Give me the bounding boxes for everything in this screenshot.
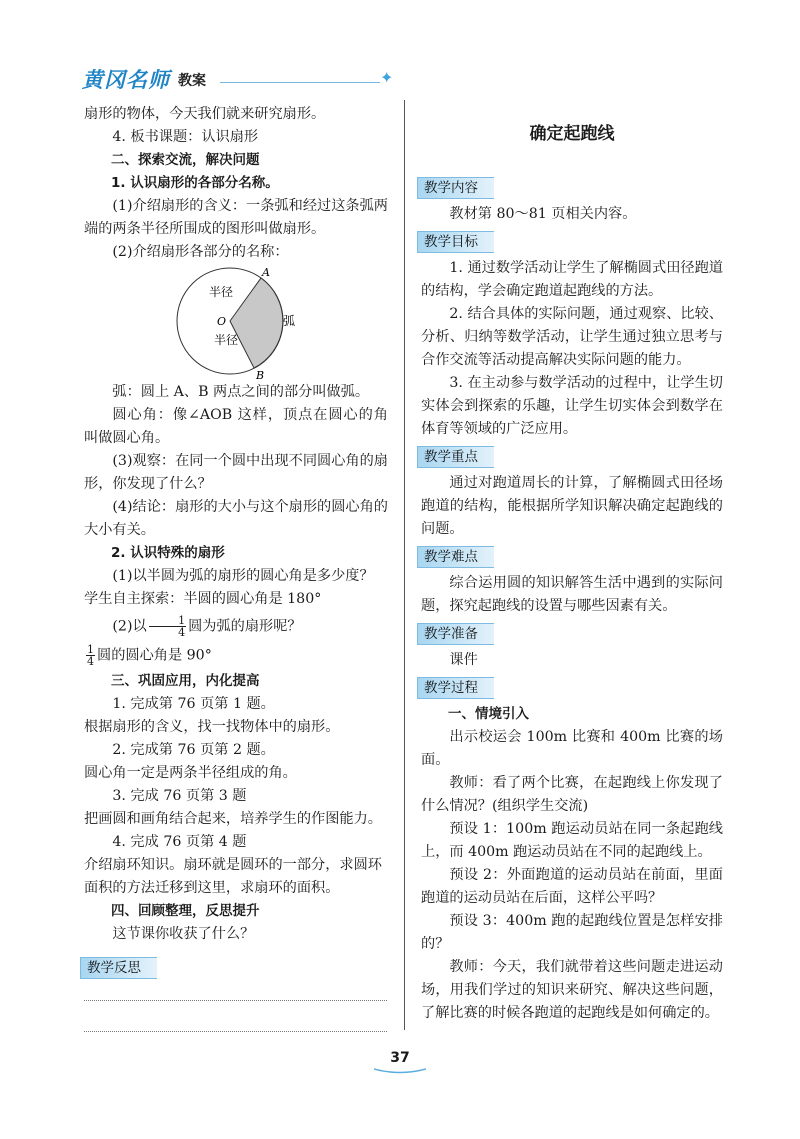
label-teaching-prep: 教学准备 xyxy=(417,623,494,645)
label-teaching-process: 教学过程 xyxy=(417,677,494,699)
paragraph: 2. 结合具体的实际问题，通过观察、比较、分析、归纳等数学活动，让学生通过独立思考与合作交流等活动提高解决实际问题的能力。 xyxy=(421,306,723,368)
subsection-heading: 2. 认识特殊的扇形 xyxy=(111,545,225,561)
page-header xyxy=(82,64,412,94)
section-heading: 一、情境引入 xyxy=(448,706,529,722)
fraction-one-quarter xyxy=(86,644,95,667)
paragraph: 扇形的物体，今天我们就来研究扇形。 xyxy=(84,106,326,122)
label-wrap xyxy=(421,541,723,572)
paragraph: 预设 1：100m 跑运动员站在同一条起跑线上，而 400m 跑运动员站在不同的起跑线上。 xyxy=(421,821,723,860)
sparkle-icon: ✦ xyxy=(380,68,394,87)
paragraph: 3. 在主动参与数学活动的过程中，让学生切实体会到探索的乐趣，让学生切实体会到数学在体育等领域的广泛应用。 xyxy=(421,375,723,437)
paragraph: (4)结论：扇形的大小与这个扇形的圆心角的大小有关。 xyxy=(84,499,388,538)
paragraph: 弧：圆上 A、B 两点之间的部分叫做弧。 xyxy=(112,384,370,400)
column-divider xyxy=(404,100,405,1030)
subsection-heading: 1. 认识扇形的各部分名称。 xyxy=(111,175,279,191)
label-center: O xyxy=(217,315,227,328)
label-teaching-focus: 教学重点 xyxy=(417,446,494,468)
paragraph: 通过对跑道周长的计算，了解椭圆式田径场跑道的结构，能根据所学知识解决确定起跑线的问题。 xyxy=(421,475,723,537)
label-arc: 弧 xyxy=(283,314,296,328)
paragraph: 把画圆和画角结合起来，培养学生的作图能力。 xyxy=(84,811,382,827)
paragraph: 4. 完成 76 页第 4 题 xyxy=(112,834,247,850)
paragraph: (2)介绍扇形各部分的名称： xyxy=(112,244,289,260)
label-teaching-reflection: 教学反思 xyxy=(80,957,157,979)
section-heading: 四、回顾整理，反思提升 xyxy=(111,903,260,919)
text-run: (2)以 xyxy=(112,618,147,635)
paragraph: 4. 板书课题：认识扇形 xyxy=(112,129,259,145)
paragraph: 圆心角：像∠AOB 这样，顶点在圆心的角叫做圆心角。 xyxy=(84,407,388,446)
label-wrap xyxy=(421,672,723,703)
paragraph: 学生自主探索：半圆的圆心角是 180° xyxy=(84,591,322,607)
paragraph: 介绍扇环知识。扇环就是圆环的一部分，求圆环面积的方法迁移到这里，求扇环的面积。 xyxy=(84,857,382,896)
fraction-one-quarter xyxy=(149,615,186,638)
lesson-title: 确定起跑线 xyxy=(529,124,615,144)
label-wrap xyxy=(421,441,723,472)
paragraph: 教材第 80～81 页相关内容。 xyxy=(449,206,637,222)
header-subtitle: 教案 xyxy=(178,73,206,89)
text-run: 圆的圆心角是 90° xyxy=(97,647,212,663)
paragraph-fraction xyxy=(84,615,388,639)
header-rule xyxy=(220,82,380,83)
paragraph-fraction xyxy=(84,644,388,668)
label-wrap xyxy=(421,172,723,203)
left-column xyxy=(84,103,388,983)
paragraph: 根据扇形的含义，找一找物体中的扇形。 xyxy=(84,719,340,735)
fraction-denominator: 4 xyxy=(87,654,94,668)
paragraph: 1. 通过数学活动让学生了解椭圆式田径跑道的结构，学会确定跑道起跑线的方法。 xyxy=(421,260,723,299)
paragraph: 这节课你收获了什么？ xyxy=(112,926,255,942)
fraction-numerator: 1 xyxy=(149,615,186,627)
label-wrap xyxy=(421,618,723,649)
label-point-b: B xyxy=(256,369,265,381)
label-teaching-goals: 教学目标 xyxy=(417,231,494,253)
paragraph: 1. 完成第 76 页第 1 题。 xyxy=(112,696,275,712)
writing-line xyxy=(84,1000,387,1001)
label-wrap xyxy=(421,226,723,257)
label-teaching-content: 教学内容 xyxy=(417,177,494,199)
paragraph: 出示校运会 100m 比赛和 400m 比赛的场面。 xyxy=(421,729,723,768)
paragraph: 2. 完成第 76 页第 2 题。 xyxy=(112,742,275,758)
brand-logo: 黄冈名师 xyxy=(82,68,170,92)
paragraph: 课件 xyxy=(449,652,478,668)
label-radius-top: 半径 xyxy=(209,285,234,299)
paragraph: (3)观察：在同一个圆中出现不同圆心角的扇形，你发现了什么？ xyxy=(84,453,388,492)
paragraph: 3. 完成 76 页第 3 题 xyxy=(112,788,247,804)
paragraph: 教师：今天，我们就带着这些问题走进运动场，用我们学过的知识来研究、解决这些问题，了解比赛的时候各跑道的起跑线是如何确定的。 xyxy=(421,959,723,1021)
section-heading: 三、巩固应用，内化提高 xyxy=(111,673,260,689)
paragraph: 圆心角一定是两条半径组成的角。 xyxy=(84,765,297,781)
label-teaching-difficulty: 教学难点 xyxy=(417,546,494,568)
page-number-decoration xyxy=(374,1068,426,1074)
fraction-denominator: 4 xyxy=(178,626,186,639)
sector-diagram xyxy=(84,265,388,381)
label-radius-bottom: 半径 xyxy=(214,333,239,347)
paragraph: (1)介绍扇形的含义：一条弧和经过这条弧两端的两条半径所围成的图形叫做扇形。 xyxy=(84,198,388,237)
paragraph: 教师：看了两个比赛，在起跑线上你发现了什么情况？(组织学生交流) xyxy=(421,775,723,814)
fraction-numerator: 1 xyxy=(87,642,94,656)
text-run: 圆为弧的扇形呢？ xyxy=(188,618,302,635)
paragraph: 预设 3：400m 跑的起跑线位置是怎样安排的？ xyxy=(421,913,723,952)
paragraph: 综合运用圆的知识解答生活中遇到的实际问题，探究起跑线的设置与哪些因素有关。 xyxy=(421,575,723,614)
page-number: 37 xyxy=(390,1050,410,1066)
sector-shape xyxy=(230,278,283,368)
right-column xyxy=(421,103,723,1025)
paragraph: 预设 2：外面跑道的运动员站在前面，里面跑道的运动员站在后面，这样公平吗？ xyxy=(421,867,723,906)
sector-figure xyxy=(84,265,388,381)
reflection-label-wrap xyxy=(84,952,388,983)
writing-line xyxy=(84,1031,387,1032)
label-point-a: A xyxy=(262,266,270,279)
section-heading: 二、探索交流，解决问题 xyxy=(111,152,260,168)
paragraph: (1)以半圆为弧的扇形的圆心角是多少度？ xyxy=(112,568,374,584)
